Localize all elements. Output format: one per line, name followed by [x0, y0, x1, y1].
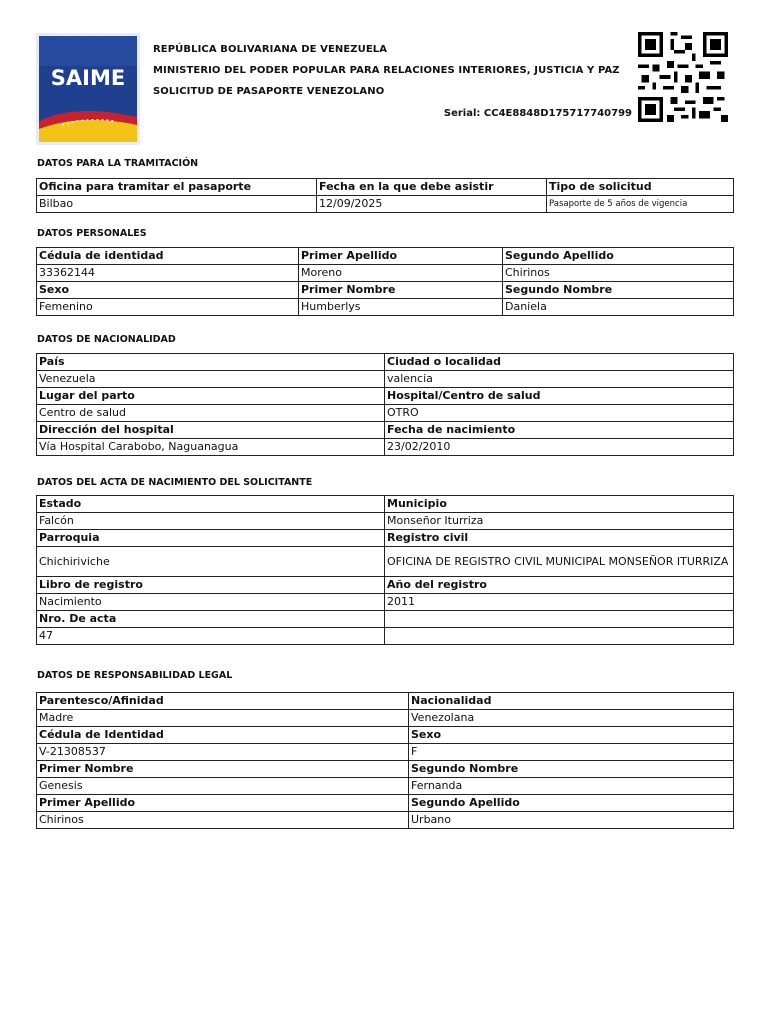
value-fecha: 12/09/2025 [317, 196, 547, 213]
header-oficina: Oficina para tramitar el pasaporte [37, 179, 317, 196]
value-ciudad: valencia [385, 371, 734, 388]
republic-title: REPÚBLICA BOLIVARIANA DE VENEZUELA [153, 44, 388, 55]
value-libro-registro: Nacimiento [37, 594, 385, 611]
qr-code [636, 32, 730, 122]
header-libro-registro: Libro de registro [37, 577, 385, 594]
value-primer-nombre: Humberlys [299, 299, 503, 316]
header-primer-nombre-responsable: Primer Nombre [37, 761, 409, 778]
empty-cell [385, 628, 734, 645]
value-estado: Falcón [37, 513, 385, 530]
header-segundo-nombre-responsable: Segundo Nombre [409, 761, 734, 778]
value-direccion-hospital: Vía Hospital Carabobo, Naguanagua [37, 439, 385, 456]
value-parentesco: Madre [37, 710, 409, 727]
table-personales [36, 247, 734, 316]
value-registro-civil: OFICINA DE REGISTRO CIVIL MUNICIPAL MONSEÑOR ITURRIZA [385, 547, 734, 577]
section-title-tramitacion: DATOS PARA LA TRAMITACIÓN [37, 158, 199, 169]
value-segundo-nombre: Daniela [503, 299, 734, 316]
ministry-title: MINISTERIO DEL PODER POPULAR PARA RELACIONES INTERIORES, JUSTICIA Y PAZ [153, 65, 620, 76]
section-title-responsabilidad: DATOS DE RESPONSABILIDAD LEGAL [37, 670, 233, 681]
section-title-acta: DATOS DEL ACTA DE NACIMIENTO DEL SOLICITANTE [37, 477, 313, 488]
value-segundo-apellido: Chirinos [503, 265, 734, 282]
header-nacionalidad: Nacionalidad [409, 693, 734, 710]
value-hospital: OTRO [385, 405, 734, 422]
value-primer-apellido: Moreno [299, 265, 503, 282]
value-cedula-responsable: V-21308537 [37, 744, 409, 761]
header-primer-nombre: Primer Nombre [299, 282, 503, 299]
value-sexo: Femenino [37, 299, 299, 316]
saime-logo [36, 33, 140, 145]
value-oficina: Bilbao [37, 196, 317, 213]
header-pais: País [37, 354, 385, 371]
table-responsabilidad [36, 692, 734, 829]
header-nro-acta: Nro. De acta [37, 611, 385, 628]
header-sexo-responsable: Sexo [409, 727, 734, 744]
section-title-nacionalidad: DATOS DE NACIONALIDAD [37, 334, 176, 345]
header-sexo: Sexo [37, 282, 299, 299]
value-segundo-apellido-responsable: Urbano [409, 812, 734, 829]
header-fecha-nacimiento: Fecha de nacimiento [385, 422, 734, 439]
value-cedula: 33362144 [37, 265, 299, 282]
section-title-personales: DATOS PERSONALES [37, 228, 147, 239]
value-tipo: Pasaporte de 5 años de vigencia [547, 196, 734, 213]
header-fecha: Fecha en la que debe asistir [317, 179, 547, 196]
empty-cell [385, 611, 734, 628]
header-parentesco: Parentesco/Afinidad [37, 693, 409, 710]
header-segundo-apellido-responsable: Segundo Apellido [409, 795, 734, 812]
header-primer-apellido: Primer Apellido [299, 248, 503, 265]
header-segundo-nombre: Segundo Nombre [503, 282, 734, 299]
header-anio-registro: Año del registro [385, 577, 734, 594]
table-nacionalidad [36, 353, 734, 456]
header-hospital: Hospital/Centro de salud [385, 388, 734, 405]
value-fecha-nacimiento: 23/02/2010 [385, 439, 734, 456]
header-municipio: Municipio [385, 496, 734, 513]
value-pais: Venezuela [37, 371, 385, 388]
value-anio-registro: 2011 [385, 594, 734, 611]
value-segundo-nombre-responsable: Fernanda [409, 778, 734, 795]
value-parroquia: Chichiriviche [37, 547, 385, 577]
header-lugar-parto: Lugar del parto [37, 388, 385, 405]
value-nro-acta: 47 [37, 628, 385, 645]
table-acta [36, 495, 734, 645]
header-ciudad: Ciudad o localidad [385, 354, 734, 371]
value-nacionalidad: Venezolana [409, 710, 734, 727]
header-segundo-apellido: Segundo Apellido [503, 248, 734, 265]
table-tramitacion [36, 178, 734, 213]
serial-number: Serial: CC4E8848D175717740799 [443, 108, 632, 119]
value-sexo-responsable: F [409, 744, 734, 761]
value-primer-apellido-responsable: Chirinos [37, 812, 409, 829]
logo-text: SAIME [50, 66, 126, 90]
header-tipo: Tipo de solicitud [547, 179, 734, 196]
header-primer-apellido-responsable: Primer Apellido [37, 795, 409, 812]
value-primer-nombre-responsable: Genesis [37, 778, 409, 795]
header-direccion-hospital: Dirección del hospital [37, 422, 385, 439]
header-registro-civil: Registro civil [385, 530, 734, 547]
header-cedula: Cédula de identidad [37, 248, 299, 265]
value-municipio: Monseñor Iturriza [385, 513, 734, 530]
value-lugar-parto: Centro de salud [37, 405, 385, 422]
document-title: SOLICITUD DE PASAPORTE VENEZOLANO [153, 86, 385, 97]
header-estado: Estado [37, 496, 385, 513]
header-parroquia: Parroquia [37, 530, 385, 547]
header-cedula-responsable: Cédula de Identidad [37, 727, 409, 744]
